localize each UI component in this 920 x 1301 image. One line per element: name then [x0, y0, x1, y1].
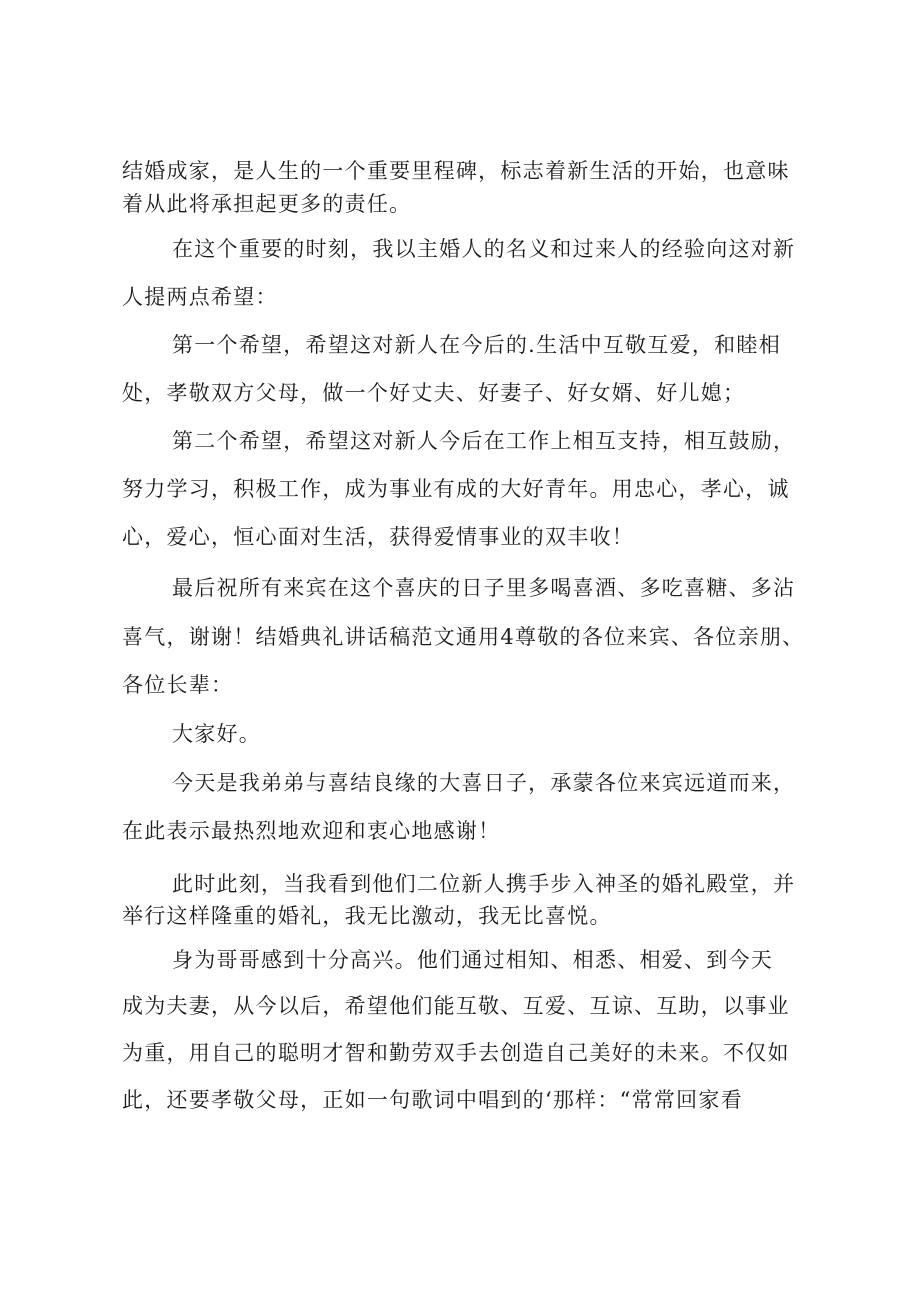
text-line: 处，孝敬双方父母，做一个好丈夫、好妻子、好女婿、好儿媳；	[122, 381, 746, 405]
text-line: 举行这样隆重的婚礼，我无比激动，我无比喜悦。	[122, 904, 612, 928]
text-line: 心，爱心，恒心面对生活，获得爱情事业的双丰收！	[122, 525, 634, 549]
text-line: 第二个希望，希望这对新人今后在工作上相互支持，相互鼓励，	[172, 429, 796, 453]
text-line: 今天是我弟弟与喜结良缘的大喜日子，承蒙各位来宾远道而来，	[172, 771, 796, 795]
text-line: 大家好。	[172, 722, 262, 746]
text-line: 着从此将承担起更多的责任。	[122, 192, 412, 216]
text-line: 在此表示最热烈地欢迎和衷心地感谢！	[122, 819, 501, 843]
text-line: 为重，用自己的聪明才智和勤劳双手去创造自己美好的未来。不仅如	[122, 1041, 790, 1065]
text-line: 最后祝所有来宾在这个喜庆的日子里多喝喜酒、多吃喜糖、多沾	[172, 576, 796, 600]
text-line: 各位长辈：	[122, 673, 234, 697]
text-line: 努力学习，积极工作，成为事业有成的大好青年。用忠心，孝心，诚	[122, 477, 790, 501]
text-line: 第一个希望，希望这对新人在今后的.生活中互敬互爱，和睦相	[172, 333, 781, 357]
text-line: 人提两点希望：	[122, 285, 278, 309]
text-line: 此时此刻，当我看到他们二位新人携手步入神圣的婚礼殿堂，并	[172, 872, 796, 896]
text-line: 喜气，谢谢！结婚典礼讲话稿范文通用4尊敬的各位来宾、各位亲朋、	[122, 625, 805, 649]
text-line: 成为夫妻，从今以后，希望他们能互敬、互爱、互谅、互助，以事业	[122, 994, 790, 1018]
text-line: 此，还要孝敬父母，正如一句歌词中唱到的‘那样：“常常回家看	[122, 1088, 743, 1112]
text-line: 结婚成家，是人生的一个重要里程碑，标志着新生活的开始，也意味	[122, 159, 790, 183]
text-line: 在这个重要的时刻，我以主婚人的名义和过来人的经验向这对新	[172, 237, 796, 261]
text-line: 身为哥哥感到十分高兴。他们通过相知、相悉、相爱、到今天	[172, 948, 774, 972]
